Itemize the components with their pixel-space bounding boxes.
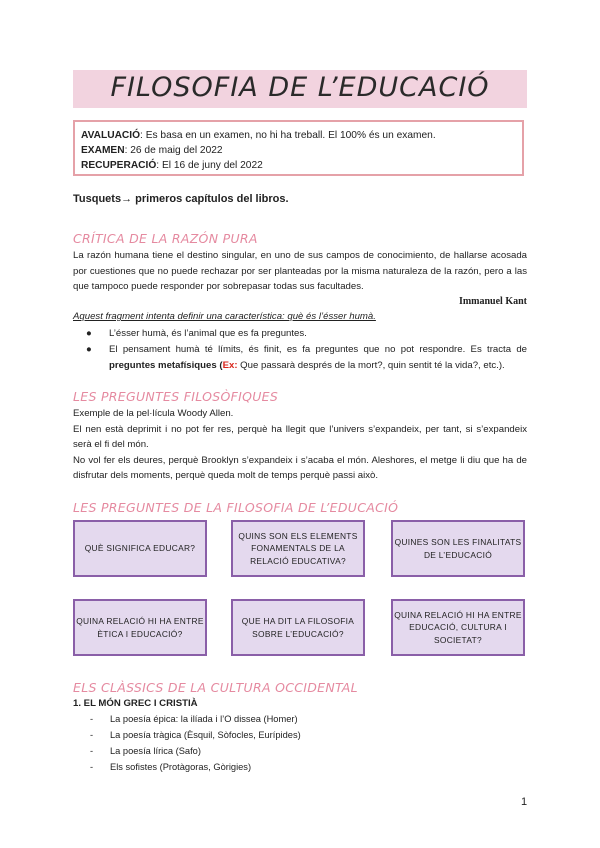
list-item	[86, 326, 527, 342]
bullet-text: L’ésser humà, és l’animal que es fa preguntes.	[109, 328, 307, 339]
paragraph-line: Exemple de la pel·lícula Woody Allen.	[73, 408, 234, 419]
question-card: QUÈ SIGNIFICA EDUCAR?	[73, 520, 207, 577]
bullet-icon: ●	[86, 328, 92, 339]
list-item: - La poesía lírica (Safo)	[90, 746, 201, 756]
avaluacio-label: AVALUACIÓ	[81, 130, 141, 141]
list-item	[86, 342, 527, 373]
question-card: QUE HA DIT LA FILOSOFIA SOBRE L’EDUCACIÓ?	[231, 599, 365, 656]
page-number: 1	[521, 796, 528, 808]
section-heading-filosofia-educacio: LES PREGUNTES DE LA FILOSOFIA DE L’EDUCACIÓ	[73, 500, 399, 515]
examen-text: : 26 de maig del 2022	[124, 145, 223, 156]
paragraph-line: El nen està deprimit i no pot fer res, perquè ha llegit que l’univers s’expandeix, per tant, si s’expandeix serà el fi del món.	[73, 423, 527, 450]
recuperacio-label: RECUPERACIÓ	[81, 160, 157, 171]
section-heading-preguntes: LES PREGUNTES FILOSÒFIQUES	[73, 389, 279, 404]
list-item: - Els sofistes (Protàgoras, Gòrigies)	[90, 762, 252, 772]
recuperacio-line	[81, 158, 516, 173]
quote-author: Immanuel Kant	[458, 296, 527, 307]
list-item: - La poesía tràgica (Èsquil, Sòfocles, Eurípides)	[90, 730, 301, 740]
page-title: FILOSOFIA DE L’EDUCACIÓ	[110, 72, 490, 103]
section-heading-critica: CRÍTICA DE LA RAZÓN PURA	[73, 231, 258, 246]
paragraph-line: No vol fer els deures, perquè Brooklyn s’expandeix i s’acaba el món. Aleshores, el metge li diu que ha de disfrutar dels moments, perquè queda molt de temps perquè passi això.	[73, 454, 527, 481]
info-box	[73, 120, 524, 176]
section2-text	[73, 406, 527, 484]
question-card: QUINA RELACIÓ HI HA ENTRE ÈTICA I EDUCACIÓ?	[73, 599, 207, 656]
question-card: QUINES SON LES FINALITATS DE L’EDUCACIÓ	[391, 520, 525, 577]
bullet-icon: ●	[86, 344, 92, 355]
recuperacio-text: : El 16 de juny del 2022	[156, 160, 263, 171]
examen-label: EXAMEN	[81, 145, 125, 156]
tusquets-note: Tusquets→ primeros capítulos del libros.	[73, 193, 289, 205]
examen-line	[81, 143, 516, 158]
bullet-text: El pensament humà té límits, és finit, es fa preguntes que no pot respondre. Es tracta de preguntes metafísiques (Ex: Que passarà després de la mort?, quin sentit té la vida?, etc.).	[109, 344, 527, 371]
avaluacio-text: : Es basa en un examen, no hi ha treball. El 100% és un examen.	[140, 130, 436, 141]
question-card: QUINA RELACIÓ HI HA ENTRE EDUCACIÓ, CULTURA I SOCIETAT?	[391, 599, 525, 656]
kant-quote: La razón humana tiene el destino singular, en uno de sus campos de conocimiento, de hallarse acosada por cuestiones que no puede rechazar por ser planteadas por la misma naturaleza de la razón, pero a las que tampoco puede responder por sobrepasar todas sus facultades.	[73, 250, 527, 292]
section-heading-classics: ELS CLÀSSICS DE LA CULTURA OCCIDENTAL	[73, 680, 358, 695]
avaluacio-line	[81, 128, 516, 143]
subheading-mon-grec: 1. EL MÓN GREC I CRISTIÀ	[73, 698, 198, 709]
question-card: QUINS SON ELS ELEMENTS FONAMENTALS DE LA RELACIÓ EDUCATIVA?	[231, 520, 365, 577]
list-item: - La poesía épica: la ilíada i l’O dissea (Homer)	[90, 714, 298, 724]
underline-note: Aquest fragment intenta definir una característica: què és l’ésser humà.	[73, 311, 376, 322]
